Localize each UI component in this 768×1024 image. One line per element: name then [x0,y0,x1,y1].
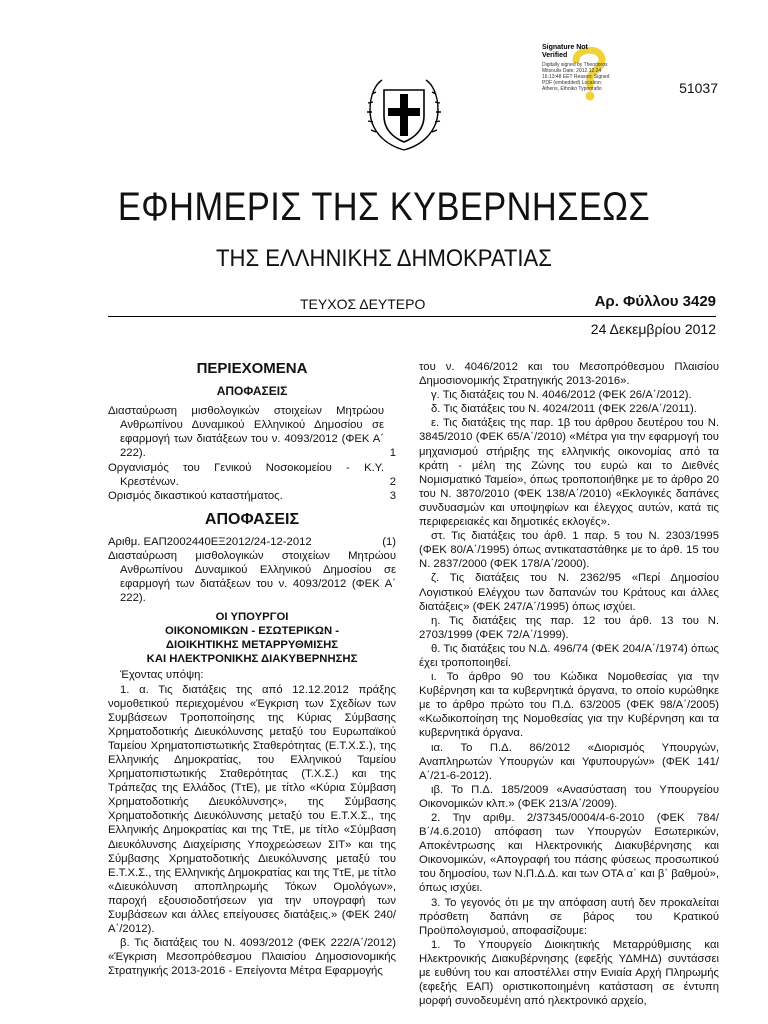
intro-text: Έχοντας υπόψη: [120,669,204,682]
page-number: 51037 [679,80,718,96]
body-paragraph: στ. Τις διατάξεις του άρθ. 1 παρ. 5 του Ν. 2303/1995 (ΦΕΚ 80/Α΄/1995) όπως αντικαταστάθηκε με το άρθ. 15 του Ν. 2837/2000 (ΦΕΚ 178/Α΄/2000). [419,530,719,571]
decisions-heading: ΑΠΟΦΑΣΕΙΣ [204,510,300,528]
body-paragraph: ε. Τις διατάξεις της παρ. 1β του άρθρου δευτέρου του Ν. 3845/2010 (ΦΕΚ 65/Α΄/2010) «Μέτρα για την εφαρμογή του μηχανισμού στήριξης της ελληνικής οικονομίας από τα κράτη - μέλη της Ζώνης του ευρώ και το Διεθνές Νομισματικό Ταμείο», όπως τροποποιήθηκε με το άρθρο 20 του Ν. 3870/2010 (ΦΕΚ 138/Α΄/2010) «Εκλογικές δαπάνες συνδυασμών και υποψηφίων και έλεγχος αυτών, κατά τις περιφερειακές και δημοτικές εκλογές». [419,417,719,529]
decision-ref-index: (1) [382,535,396,548]
digital-signature-stamp [528,38,678,108]
toc-item-text: Ορισμός δικαστικού καταστήματος. [108,489,283,502]
gazette-subtitle: ΤΗΣ ΕΛΛΗΝΙΚΗΣ ΔΗΜΟΚΡΑΤΙΑΣ [216,245,552,272]
body-paragraph: δ. Τις διατάξεις του Ν. 4024/2011 (ΦΕΚ 226/Α΄/2011). [431,403,697,416]
signature-status [542,44,588,60]
toc-item[interactable] [108,404,396,460]
left-column [108,362,396,978]
body-paragraph: ιβ. Το Π.Δ. 185/2009 «Ανασύσταση του Υπουργείου Οικονομικών κλπ.» (ΦΕΚ 213/Α΄/2009). [419,783,719,810]
decision-reference [108,535,396,549]
sheet-number: Αρ. Φύλλου 3429 [594,293,716,310]
ministers-line: ΚΑΙ ΗΛΕΚΤΡΟΝΙΚΗΣ ΔΙΑΚΥΒΕΡΝΗΣΗΣ [146,653,358,666]
coat-of-arms-emblem [362,72,446,156]
signature-status-line2: Verified [542,52,568,59]
toc-item-page: 3 [389,489,396,502]
decision-ref-number: Αριθμ. ΕΑΠ2002440ΕΞ2012/24-12-2012 [108,535,312,548]
body-paragraph: ι. Το άρθρο 90 του Κώδικα Νομοθεσίας για την Κυβέρνηση και τα κυβερνητικά όργανα, το οποίο κυρώθηκε με το άρθρο πρώτο του Π.Δ. 63/2005 (ΦΕΚ 98/Α΄/2005) «Κωδικοποίηση της Νομοθεσίας για την Κυβέρνηση και τα κυβερνητικά όργανα. [419,671,719,740]
body-paragraph: γ. Τις διατάξεις του Ν. 4046/2012 (ΦΕΚ 26/Α΄/2012). [431,389,692,402]
ministers-line: ΟΙ ΥΠΟΥΡΓΟΙ [215,611,289,624]
body-paragraph: θ. Τις διατάξεις του Ν.Δ. 496/74 (ΦΕΚ 204/Α΄/1974) όπως έχει τροποποιηθεί. [419,642,719,669]
ministers-line: ΟΙΚΟΝΟΜΙΚΩΝ - ΕΣΩΤΕΡΙΚΩΝ - [164,625,339,638]
contents-heading: ΠΕΡΙΕΧΟΜΕΝΑ [196,360,308,377]
right-column [419,360,719,1008]
signature-details: Digitally signed by Theodoros Mitsoulis Date: 2012.12.24 16:13:48 EET Reason: Signed PDF (embedded) Location: Athens, Ethniko Typografio [542,62,610,92]
body-paragraph: ζ. Τις διατάξεις του Ν. 2362/95 «Περί Δημοσίου Λογιστικού Ελέγχου των δαπανών του Κράτους και άλλες διατάξεις» (ΦΕΚ 247/Α΄/1995) όπως ισχύει. [419,572,719,613]
body-paragraph: η. Τις διατάξεις της παρ. 12 του άρθ. 13 του Ν. 2703/1999 (ΦΕΚ 72/Α΄/1999). [419,614,719,641]
decision-subject: Διασταύρωση μισθολογικών στοιχείων Μητρώου Ανθρωπίνου Δυναμικού Ελληνικού Δημοσίου σε εφαρμογή των διατάξεων του ν. 4093/2012 (ΦΕΚ Α΄ 222). [108,550,396,605]
body-paragraph: 1. α. Τις διατάξεις της από 12.12.2012 πράξης νομοθετικού περιεχομένου «Έγκριση των Σχεδίων των Συμβάσεων Τροποποίησης της Κύριας Σύμβασης Χρηματοδοτικής Διευκόλυνσης μεταξύ του Ευρωπαϊκού Ταμείου Χρηματοπιστωτικής Σταθερότητας (Ε.Τ.Χ.Σ.), της Ελληνικής Δημοκρατίας, του Ελληνικού Ταμείου Χρηματοπιστωτικής Σταθερότητας (Τ.Χ.Σ.) και της Τράπεζας της Ελλάδος (ΤτΕ), με τίτλο «Κύρια Σύμβαση Χρηματοδοτικής Διευκόλυνσης», της Σύμβασης Χρηματοδοτικής Διευκόλυνσης μεταξύ του Ε.Τ.Χ.Σ., της Ελληνικής Δημοκρατίας και της ΤτΕ, με τίτλο «Σύμβαση Διευκόλυνσης Διαχείρισης Υποχρεώσεων ΣΙΤ» και της Σύμβασης Χρηματοδοτικής Διευκόλυνσης μεταξύ του Ε.Τ.Χ.Σ., της Ελληνικής Δημοκρατίας και της ΤτΕ, με τίτλο «Διευκόλυνση αποπληρωμής Τόκων Ομολόγων», παροχή εξουσιοδοτήσεων για την υπογραφή των Συμβάσεων και άλλες επείγουσες διατάξεις.» (ΦΕΚ 240/Α΄/2012). [108,683,396,936]
body-paragraph: β. Τις διατάξεις του Ν. 4093/2012 (ΦΕΚ 222/Α΄/2012) «Έγκριση Μεσοπρόθεσμου Πλαισίου Δημοσιονομικής Στρατηγικής 2013-2016 - Επείγοντα Μέτρα Εφαρμογής [108,937,396,978]
toc-item-text: Διασταύρωση μισθολογικών στοιχείων Μητρώου Ανθρωπίνου Δυναμικού Ελληνικού Δημοσίου σε εφαρμογή των διατάξεων του ν. 4093/2012 (ΦΕΚ Α΄ 222). [108,405,384,460]
toc-item-text: Οργανισμός του Γενικού Νοσοκομείου - Κ.Υ. Κρεστένων. [108,461,384,488]
toc-item-page: 2 [389,475,396,488]
body-paragraph: 3. Το γεγονός ότι με την απόφαση αυτή δεν προκαλείται πρόσθετη δαπάνη σε βάρος του Κρατικού Προϋπολογισμού, αποφασίζουμε: [419,896,719,937]
header-divider [108,316,716,317]
toc-item[interactable] [108,489,396,503]
toc-item-page: 1 [389,447,396,460]
body-paragraph: 2. Την αριθμ. 2/37345/0004/4-6-2010 (ΦΕΚ 784/Β΄/4.6.2010) απόφαση των Υπουργών Εσωτερικών, Αποκέντρωσης και Ηλεκτρονικής Διακυβέρνησης και Οικονομικών, «Απογραφή του πάσης φύσεως προσωπικού του δημοσίου, των Ν.Π.Δ.Δ. και των ΟΤΑ α΄ και β΄ βαθμού», όπως ισχύει. [419,812,719,895]
body-paragraph: ια. Το Π.Δ. 86/2012 «Διορισμός Υπουργών, Αναπληρωτών Υπουργών και Υφυπουργών» (ΦΕΚ 141/Α΄/21-6-2012). [419,741,719,782]
body-paragraph: 1. Το Υπουργείο Διοικητικής Μεταρρύθμισης και Ηλεκτρονικής Διακυβέρνησης (εφεξής ΥΔΜΗΔ) συντάσσει με ευθύνη του και αποστέλλει στην Ενιαία Αρχή Πληρωμής (εφεξής ΕΑΠ) οριστικοποιημένη κατάσταση σε έντυπη μορφή συνοδευμένη από ηλεκτρονικό αρχείο, [419,938,719,1008]
signature-status-line1: Signature Not [542,44,588,51]
ministers-heading [108,610,396,666]
ministers-line: ΔΙΟΙΚΗΤΙΚΗΣ ΜΕΤΑΡΡΥΘΜΙΣΗΣ [165,639,339,652]
body-paragraph: του ν. 4046/2012 και του Μεσοπρόθεσμου Πλαισίου Δημοσιονομικής Στρατηγικής 2013-2016». [419,361,719,388]
issue-date: 24 Δεκεμβρίου 2012 [590,321,716,337]
gazette-title: ΕΦΗΜΕΡΙΣ ΤΗΣ ΚΥΒΕΡΝΗΣΕΩΣ [117,185,651,229]
contents-section: ΑΠΟΦΑΣΕΙΣ [216,384,288,399]
issue-label: ΤΕΥΧΟΣ ΔΕΥΤΕΡΟ [300,296,426,312]
toc-item[interactable] [108,461,396,489]
